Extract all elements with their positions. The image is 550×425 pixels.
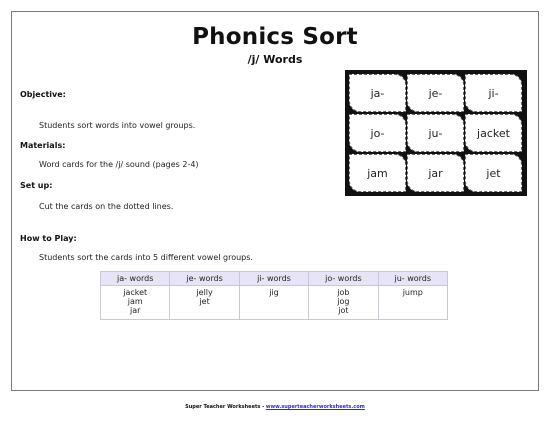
footer-link[interactable]: www.superteacherworksheets.com bbox=[265, 404, 365, 410]
table-cell-ju bbox=[378, 286, 447, 320]
word-card: ja- bbox=[349, 74, 406, 112]
table-cell-ja bbox=[101, 286, 170, 320]
word-card: ji- bbox=[465, 74, 522, 112]
column-header: je- words bbox=[170, 272, 239, 286]
column-header: ji- words bbox=[239, 272, 308, 286]
materials-text: Word cards for the /j/ sound (pages 2-4) bbox=[39, 160, 199, 169]
how-to-play-text: Students sort the cards into 5 different vowel groups. bbox=[39, 253, 253, 262]
word-card: ju- bbox=[407, 114, 464, 152]
word-card: jacket bbox=[465, 114, 522, 152]
word-item: job bbox=[337, 288, 350, 297]
page-subtitle: /j/ Words bbox=[247, 53, 303, 66]
table-cell-je bbox=[170, 286, 239, 320]
table-header-row bbox=[101, 272, 448, 286]
word-item: jelly bbox=[196, 288, 213, 297]
footer-separator: - bbox=[260, 404, 266, 410]
objective-label: Objective: bbox=[20, 90, 66, 99]
word-card-grid bbox=[345, 70, 527, 196]
column-header: ja- words bbox=[101, 272, 170, 286]
word-item: jump bbox=[402, 288, 423, 297]
word-card: jam bbox=[349, 154, 406, 192]
word-card: jar bbox=[407, 154, 464, 192]
word-item: jot bbox=[338, 306, 349, 315]
worksheet-border bbox=[11, 11, 539, 391]
page-title: Phonics Sort bbox=[192, 24, 358, 50]
table-cell-jo bbox=[309, 286, 378, 320]
setup-label: Set up: bbox=[20, 181, 53, 190]
word-item: jet bbox=[199, 297, 210, 306]
footer bbox=[0, 404, 550, 410]
table-cell-ji bbox=[239, 286, 308, 320]
word-item: jam bbox=[127, 297, 143, 306]
word-card: jet bbox=[465, 154, 522, 192]
word-item: jar bbox=[129, 306, 141, 315]
column-header: ju- words bbox=[378, 272, 447, 286]
word-card: jo- bbox=[349, 114, 406, 152]
materials-label: Materials: bbox=[20, 141, 66, 150]
word-item: jacket bbox=[123, 288, 148, 297]
word-item: jog bbox=[337, 297, 350, 306]
table-row bbox=[101, 286, 448, 320]
setup-text: Cut the cards on the dotted lines. bbox=[39, 202, 174, 211]
word-item: jig bbox=[269, 288, 279, 297]
how-to-play-label: How to Play: bbox=[20, 234, 77, 243]
column-header: jo- words bbox=[309, 272, 378, 286]
footer-brand: Super Teacher Worksheets bbox=[185, 404, 261, 410]
objective-text: Students sort words into vowel groups. bbox=[39, 121, 196, 130]
word-card: je- bbox=[407, 74, 464, 112]
vowel-sort-table bbox=[100, 271, 448, 320]
